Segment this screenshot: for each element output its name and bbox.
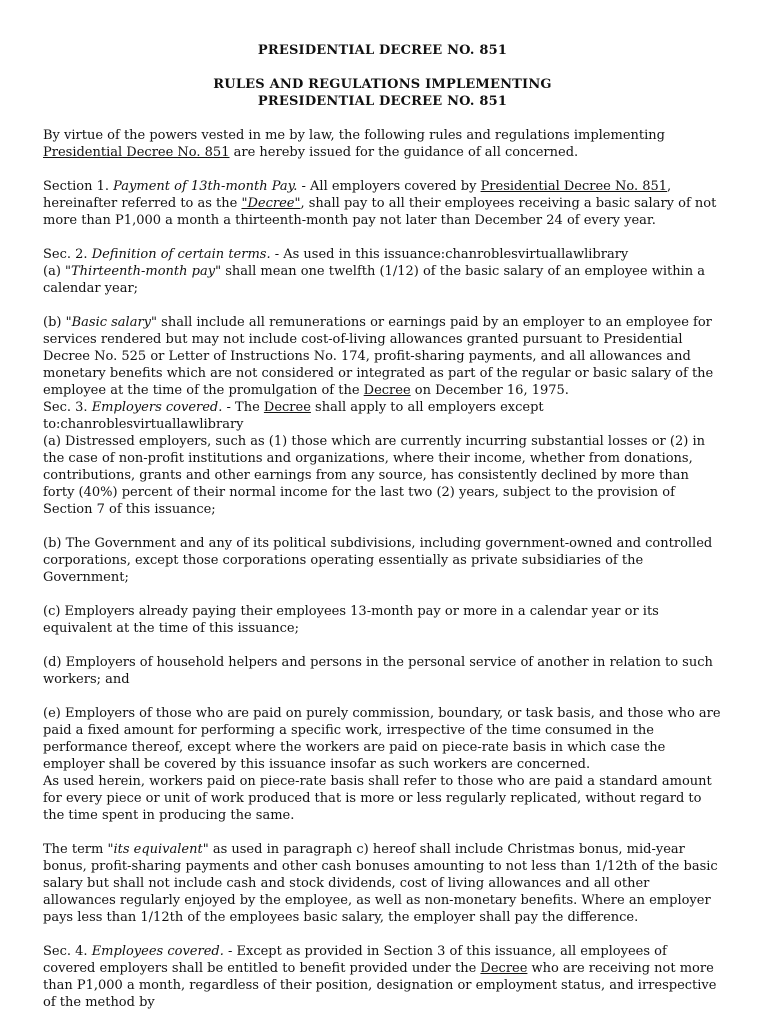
decree-term: "Decree"	[241, 196, 301, 211]
its-equivalent-paragraph	[43, 841, 722, 926]
section-2-text: - As used in this issuance:chanroblesvirtuallawlibrary	[270, 247, 629, 262]
section-3-text: shall apply to all employers except to:chanroblesvirtuallawlibrary	[43, 400, 544, 432]
section-4	[43, 943, 722, 1011]
intro-text-end: are hereby issued for the guidance of all concerned.	[229, 145, 579, 160]
definition-text: shall mean one twelfth (1/12) of the basic salary of an employee within a calendar year;	[43, 264, 705, 296]
pd-851-link[interactable]: Presidential Decree No. 851	[43, 145, 230, 160]
document-subtitle-line2: PRESIDENTIAL DECREE NO. 851	[257, 94, 508, 109]
defined-term: "Basic salary"	[65, 315, 158, 330]
section-3-c: (c) Employers already paying their employees 13-month pay or more in a calendar year or its equivalent at the time of this issuance;	[43, 604, 659, 636]
section-2-a	[43, 263, 722, 297]
section-1	[43, 178, 722, 229]
term-text: as used in paragraph c) hereof shall include Christmas bonus, mid-year bonus, profit-sharing payments and other cash bonuses amounting to not less than 1/12th of the basic salary but shall not include cash and stock dividends, cost of living allowances and all other allowances regularly enjoyed by the employee, as well as non-monetary benefits. Where an employer pays less than 1/12th of the employees basic salary, the employer shall pay the difference.	[43, 842, 718, 925]
definition-text: on December 16, 1975.	[410, 383, 569, 398]
section-3	[43, 399, 722, 433]
section-2-heading: Definition of certain terms.	[91, 247, 271, 262]
decree-link[interactable]: Decree	[363, 383, 411, 398]
intro-text: By virtue of the powers vested in me by law, the following rules and regulations implementing	[43, 128, 665, 143]
section-3-d: (d) Employers of household helpers and persons in the personal service of another in relation to such workers; and	[43, 655, 713, 687]
section-3-text: - The	[222, 400, 264, 415]
section-1-heading: Payment of 13th-month Pay.	[113, 179, 298, 194]
section-3-b: (b) The Government and any of its political subdivisions, including government-owned and controlled corporations, except those corporations operating essentially as private subsidiaries of the Government;	[43, 536, 713, 585]
spacer	[43, 59, 722, 76]
decree-link[interactable]: Decree	[263, 400, 311, 415]
section-3-e: (e) Employers of those who are paid on purely commission, boundary, or task basis, and those who are paid a fixed amount for performing a specific work, irrespective of the time consumed in the performance thereof, except where the workers are paid on piece-rate basis in which case the employer shall be covered by this issuance insofar as such workers are concerned.	[43, 706, 721, 772]
section-2-label: Sec. 2.	[43, 247, 92, 262]
defined-term: "its equivalent"	[107, 842, 209, 857]
section-3-label: Sec. 3.	[43, 400, 92, 415]
intro-paragraph	[43, 127, 722, 161]
term-intro: The term	[43, 842, 108, 857]
pd-851-link[interactable]: Presidential Decree No. 851	[480, 179, 668, 194]
section-1-text: , shall pay to all their employees receiving a basic salary of not more than P1,000 a month a thirteenth-month pay not later than December 24 of every year.	[43, 196, 717, 228]
decree-link[interactable]	[241, 196, 300, 211]
document-subtitle-line1: RULES AND REGULATIONS IMPLEMENTING	[213, 77, 552, 92]
definition-text: shall include all remunerations or earnings paid by an employer to an employee for services rendered but may not include cost-of-living allowances granted pursuant to Presidential Decree No. 525 or Letter of Instructions No. 174, profit-sharing payments, and all allowances and monetary benefits which are not considered or integrated as part of the regular or basic salary of the employee at the time of the promulgation of the	[43, 315, 714, 398]
section-2-b	[43, 314, 722, 399]
section-1-label: Section 1.	[43, 179, 114, 194]
section-1-text: - All employers covered by	[297, 179, 481, 194]
section-4-text: - Except as provided in Section 3 of this issuance, all employees of covered employers shall be entitled to benefit provided under the	[43, 944, 667, 976]
decree-link[interactable]: Decree	[480, 961, 528, 976]
section-4-heading: Employees covered.	[91, 944, 224, 959]
item-label: (a)	[43, 264, 66, 279]
section-2	[43, 246, 722, 263]
section-1-text: , hereinafter referred to as the	[43, 179, 672, 211]
section-4-label: Sec. 4.	[43, 944, 92, 959]
section-3-heading: Employers covered.	[91, 400, 223, 415]
item-label: (b)	[43, 315, 66, 330]
section-4-text: who are receiving not more than P1,000 a month, regardless of their position, designation or employment status, and irrespective of the method by	[43, 961, 717, 1010]
piece-rate-paragraph: As used herein, workers paid on piece-rate basis shall refer to those who are paid a standard amount for every piece or unit of work produced that is more or less regularly replicated, without regard to the time spent in producing the same.	[43, 774, 712, 823]
section-3-a: (a) Distressed employers, such as (1) those which are currently incurring substantial losses or (2) in the case of non-profit institutions and organizations, where their income, whether from donations, contributions, grants and other earnings from any source, has consistently declined by more than forty (40%) percent of their normal income for the last two (2) years, subject to the provision of Section 7 of this issuance;	[43, 434, 705, 517]
document-title: PRESIDENTIAL DECREE NO. 851	[257, 43, 508, 58]
defined-term: "Thirteenth-month pay"	[65, 264, 222, 279]
